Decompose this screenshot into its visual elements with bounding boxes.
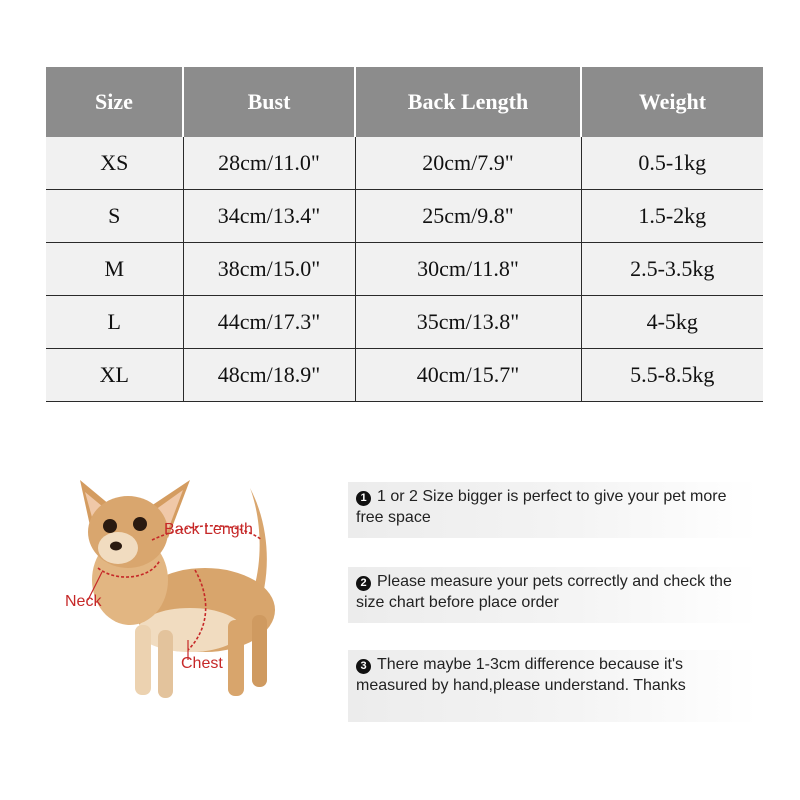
cell-size: S	[46, 190, 183, 243]
cell-bust: 44cm/17.3"	[183, 296, 355, 349]
dog-leg-back-left	[228, 620, 244, 696]
note-text: There maybe 1-3cm difference because it's measured by hand,please understand. Thanks	[356, 656, 686, 694]
table-row	[46, 296, 763, 349]
note-1	[348, 482, 758, 538]
cell-size: M	[46, 243, 183, 296]
dog-nose	[110, 542, 122, 551]
chest-label: Chest	[181, 655, 223, 672]
cell-back-length: 25cm/9.8"	[355, 190, 581, 243]
back-length-label: Back Length	[164, 521, 253, 538]
cell-size: XL	[46, 349, 183, 402]
cell-back-length: 40cm/15.7"	[355, 349, 581, 402]
cell-bust: 38cm/15.0"	[183, 243, 355, 296]
dog-eye-left	[103, 519, 117, 533]
table-row	[46, 243, 763, 296]
number-2-icon: 2	[356, 576, 371, 591]
cell-back-length: 35cm/13.8"	[355, 296, 581, 349]
header-bust: Bust	[183, 67, 355, 137]
header-back-length: Back Length	[355, 67, 581, 137]
header-size: Size	[46, 67, 183, 137]
note-text: Please measure your pets correctly and check the size chart before place order	[356, 573, 732, 611]
table-row	[46, 349, 763, 402]
neck-label: Neck	[65, 593, 102, 610]
note-3	[348, 650, 758, 722]
cell-weight: 1.5-2kg	[581, 190, 763, 243]
cell-back-length: 20cm/7.9"	[355, 137, 581, 190]
table-row	[46, 137, 763, 190]
cell-size: XS	[46, 137, 183, 190]
number-1-icon: 1	[356, 491, 371, 506]
table-header-row	[46, 67, 763, 137]
cell-weight: 4-5kg	[581, 296, 763, 349]
dog-eye-right	[133, 517, 147, 531]
header-weight: Weight	[581, 67, 763, 137]
dog-measurement-illustration	[40, 460, 330, 720]
dog-leg-front-right	[158, 630, 173, 698]
note-text: 1 or 2 Size bigger is perfect to give your pet more free space	[356, 488, 727, 526]
cell-bust: 28cm/11.0"	[183, 137, 355, 190]
cell-bust: 48cm/18.9"	[183, 349, 355, 402]
cell-size: L	[46, 296, 183, 349]
note-2	[348, 567, 758, 623]
cell-weight: 5.5-8.5kg	[581, 349, 763, 402]
cell-weight: 0.5-1kg	[581, 137, 763, 190]
size-chart-table	[46, 67, 763, 402]
number-3-icon: 3	[356, 659, 371, 674]
dog-image	[40, 460, 330, 720]
table-row	[46, 190, 763, 243]
cell-back-length: 30cm/11.8"	[355, 243, 581, 296]
dog-leg-front-left	[135, 625, 151, 695]
dog-leg-back-right	[252, 615, 267, 687]
cell-bust: 34cm/13.4"	[183, 190, 355, 243]
cell-weight: 2.5-3.5kg	[581, 243, 763, 296]
